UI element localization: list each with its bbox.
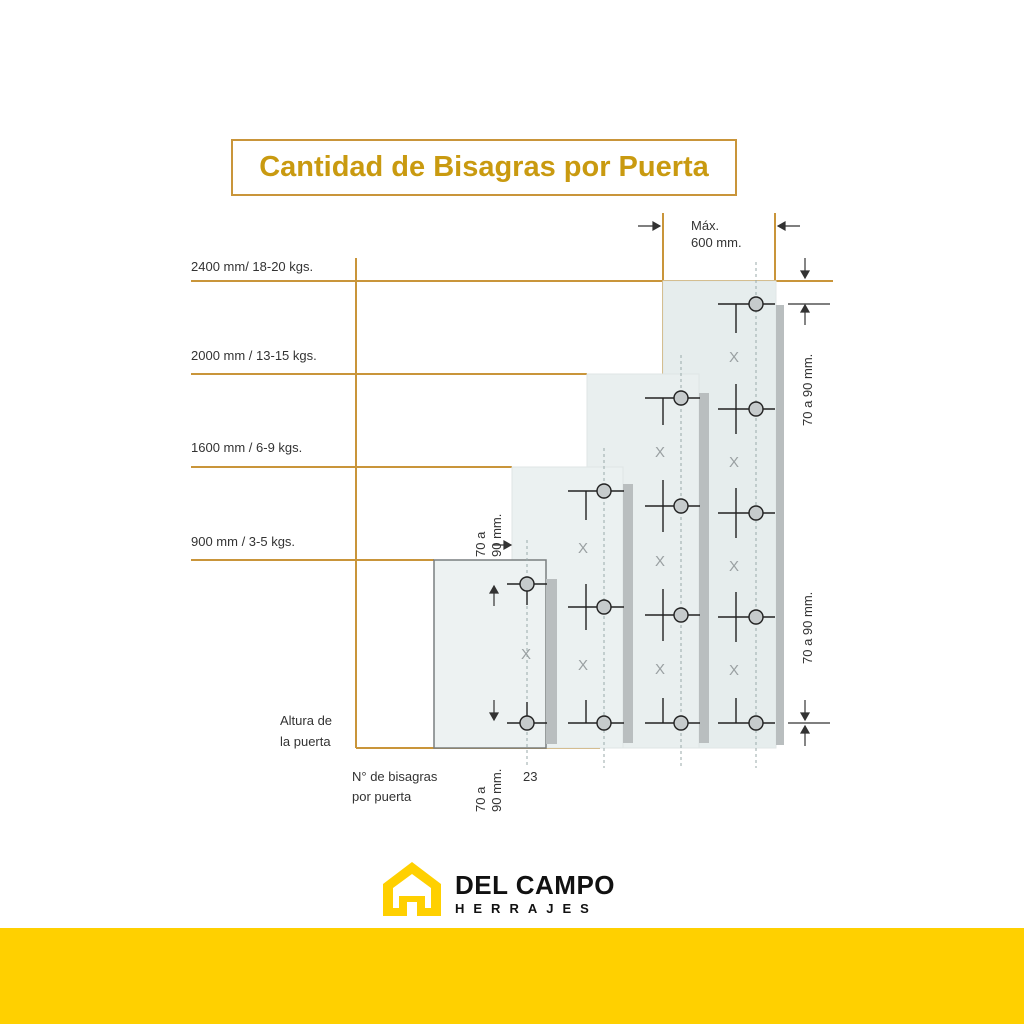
level-label-2400: 2400 mm/ 18-20 kgs.	[191, 259, 314, 274]
svg-text:70 a: 70 a	[473, 786, 488, 812]
level-label-900: 900 mm / 3-5 kgs.	[191, 534, 296, 549]
diagram-title: Cantidad de Bisagras por Puerta	[259, 151, 709, 183]
x-mark: X	[655, 444, 666, 461]
x-mark: X	[729, 454, 740, 471]
height-label-line1: Altura de	[280, 713, 333, 728]
hinge-count-label-line2: por puerta	[352, 789, 412, 804]
level-label-1600: 1600 mm / 6-9 kgs.	[191, 440, 303, 455]
x-mark: X	[578, 540, 589, 557]
x-mark: X	[729, 662, 740, 679]
gap-right-label-bottom: 70 a 90 mm.	[800, 591, 815, 664]
gap-right-label-top: 70 a 90 mm.	[800, 353, 815, 426]
gap-bottom-label	[473, 769, 504, 812]
door-900	[434, 540, 557, 768]
x-mark: X	[729, 349, 740, 366]
max-label-line1: Máx.	[691, 218, 720, 233]
hinge-count-values: 23	[523, 769, 538, 784]
x-mark: X	[729, 558, 740, 575]
x-mark: X	[655, 661, 666, 678]
x-mark: X	[578, 657, 589, 674]
level-label-2000: 2000 mm / 13-15 kgs.	[191, 348, 317, 363]
height-label-line2: la puerta	[280, 734, 331, 749]
footer-band	[0, 928, 1024, 1024]
gap-top-label	[473, 514, 504, 557]
x-mark: X	[521, 646, 532, 663]
max-label-line2: 600 mm.	[691, 235, 742, 250]
x-mark: X	[655, 553, 666, 570]
brand-subtitle: HERRAJES	[455, 901, 598, 916]
house-icon	[383, 862, 441, 916]
svg-text:90 mm.: 90 mm.	[489, 768, 504, 812]
hinge-count-label-line1: N° de bisagras	[352, 769, 438, 784]
svg-text:90 mm.: 90 mm.	[489, 513, 504, 557]
brand-name: DEL CAMPO	[455, 870, 616, 900]
svg-text:70 a: 70 a	[473, 531, 488, 557]
